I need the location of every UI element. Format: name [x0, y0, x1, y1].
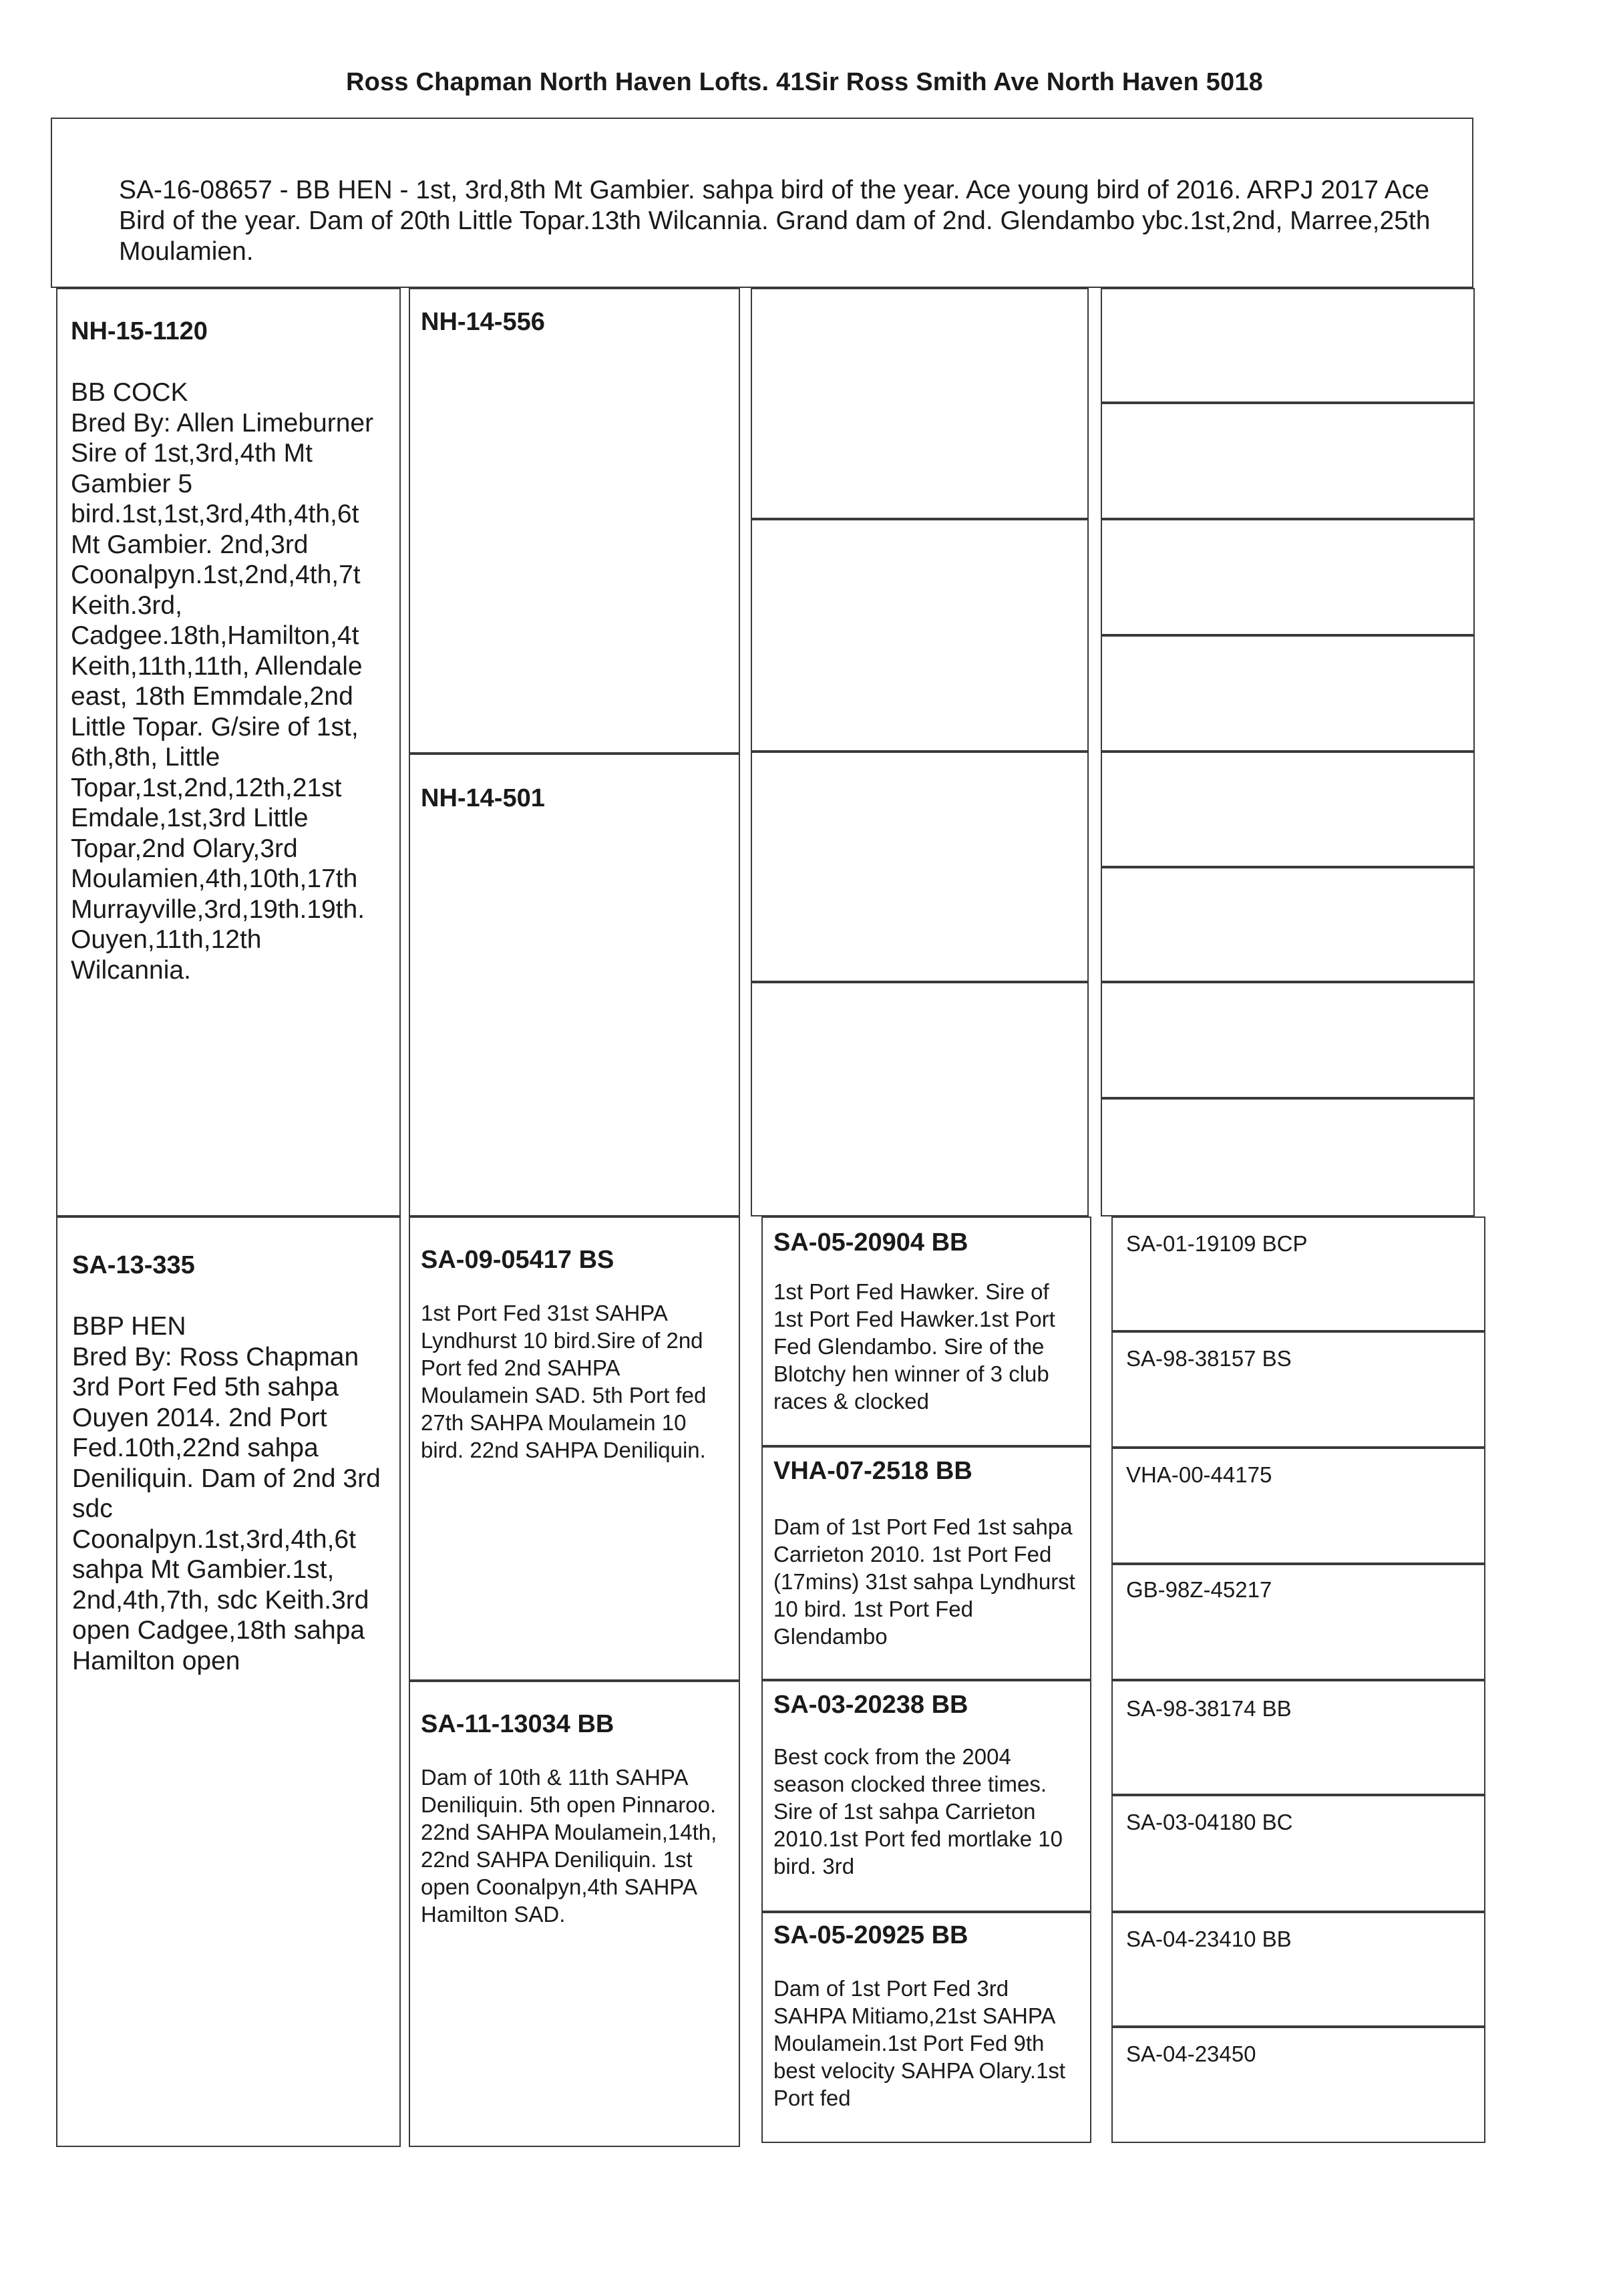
gen4-id: SA-03-04180 BC: [1126, 1810, 1293, 1834]
empty-pedigree-cell: [751, 752, 1089, 982]
sire-id: NH-15-1120: [71, 317, 208, 345]
grandparent-card: [409, 754, 740, 1216]
gen4-card: [1111, 1564, 1485, 1680]
empty-pedigree-cell: [1101, 635, 1475, 752]
grandparent-id: SA-11-13034 BB: [421, 1710, 614, 1738]
gen4-id: SA-98-38157 BS: [1126, 1346, 1292, 1371]
sire-breeder: Bred By: Allen Limeburner: [71, 408, 374, 438]
grandparent-notes: 1st Port Fed 31st SAHPA Lyndhurst 10 bird.Sire of 2nd Port fed 2nd SAHPA Moulamein SAD. 5th Port fed 27th SAHPA Moulamein 10 bird. 22nd SAHPA Deniliquin.: [421, 1301, 707, 1462]
gen4-card: [1111, 1795, 1485, 1912]
empty-pedigree-cell: [1101, 403, 1475, 519]
grandparent-card: [409, 1216, 740, 1681]
grandparent-notes: Dam of 10th & 11th SAHPA Deniliquin. 5th open Pinnaroo. 22nd SAHPA Moulamein,14th, 22nd SAHPA Deniliquin. 1st open Coonalpyn,4th SAHPA Hamilton SAD.: [421, 1765, 717, 1927]
gen4-card: [1111, 1216, 1485, 1331]
gen4-id: GB-98Z-45217: [1126, 1577, 1272, 1602]
grandparent-id: NH-14-556: [421, 308, 545, 336]
subject-bird-text: SA-16-08657 - BB HEN - 1st, 3rd,8th Mt Gambier. sahpa bird of the year. Ace young bird of 2016. ARPJ 2017 Ace Bird of the year. Dam of 20th Little Topar.13th Wilcannia. Grand dam of 2nd. Glendambo ybc.1st,2nd, Marree,25th Moulamien.: [119, 176, 1431, 266]
empty-pedigree-cell: [751, 519, 1089, 752]
sire-description: BB COCK: [71, 378, 188, 407]
great-grandparent-notes: 1st Port Fed Hawker. Sire of 1st Port Fed Hawker.1st Port Fed Glendambo. Sire of the Blotchy hen winner of 3 club races & clocked: [773, 1279, 1055, 1414]
great-grandparent-id: SA-03-20238 BB: [773, 1691, 968, 1719]
sire-card: [56, 288, 401, 1216]
great-grandparent-notes: Best cock from the 2004 season clocked three times. Sire of 1st sahpa Carrieton 2010.1st Port fed mortlake 10 bird. 3rd: [773, 1744, 1063, 1878]
sire-performance: Sire of 1st,3rd,4th Mt Gambier 5 bird.1st,1st,3rd,4th,4th,6t Mt Gambier. 2nd,3rd Coonalpyn.1st,2nd,4th,7t Keith.3rd, Cadgee.18th,Hamilton,4t Keith,11th,11th, Allendale east, 18th Emmdale,2nd Little Topar. G/sire of 1st, 6th,8th, Little Topar,1st,2nd,12th,21st Emdale,1st,3rd Little Topar,2nd Olary,3rd Moulamien,4th,10th,17th Murrayville,3rd,19th.19th. Ouyen,11th,12th Wilcannia.: [71, 439, 365, 985]
gen4-card: [1111, 1912, 1485, 2027]
great-grandparent-card: [761, 1446, 1091, 1680]
great-grandparent-id: SA-05-20925 BB: [773, 1921, 968, 1949]
gen4-card: [1111, 2027, 1485, 2143]
great-grandparent-card: [761, 1912, 1091, 2143]
dam-id: SA-13-335: [72, 1251, 195, 1279]
dam-description: BBP HEN: [72, 1312, 186, 1341]
empty-pedigree-cell: [1101, 1098, 1475, 1216]
gen4-card: [1111, 1331, 1485, 1448]
empty-pedigree-cell: [1101, 752, 1475, 867]
empty-pedigree-cell: [751, 982, 1089, 1216]
gen4-id: VHA-00-44175: [1126, 1462, 1272, 1487]
gen4-id: SA-04-23410 BB: [1126, 1927, 1292, 1951]
empty-pedigree-cell: [1101, 288, 1475, 403]
gen4-card: [1111, 1448, 1485, 1564]
grandparent-card: [409, 288, 740, 754]
gen4-card: [1111, 1680, 1485, 1795]
great-grandparent-notes: Dam of 1st Port Fed 1st sahpa Carrieton 2010. 1st Port Fed (17mins) 31st sahpa Lyndhurst 10 bird. 1st Port Fed Glendambo: [773, 1514, 1075, 1649]
subject-bird-box: [51, 118, 1473, 288]
dam-card: [56, 1216, 401, 2147]
empty-pedigree-cell: [1101, 982, 1475, 1098]
great-grandparent-id: VHA-07-2518 BB: [773, 1457, 972, 1485]
gen4-id: SA-04-23450: [1126, 2041, 1256, 2066]
dam-breeder: Bred By: Ross Chapman: [72, 1342, 359, 1371]
great-grandparent-card: [761, 1216, 1091, 1446]
empty-pedigree-cell: [751, 288, 1089, 519]
gen4-id: SA-98-38174 BB: [1126, 1696, 1292, 1721]
grandparent-id: SA-09-05417 BS: [421, 1246, 614, 1274]
great-grandparent-id: SA-05-20904 BB: [773, 1228, 968, 1257]
page-title: Ross Chapman North Haven Lofts. 41Sir Ross Smith Ave North Haven 5018: [345, 68, 1263, 96]
dam-performance: 3rd Port Fed 5th sahpa Ouyen 2014. 2nd Port Fed.10th,22nd sahpa Deniliquin. Dam of 2nd 3rd sdc Coonalpyn.1st,3rd,4th,6t sahpa Mt Gambier.1st, 2nd,4th,7th, sdc Keith.3rd open Cadgee,18th sahpa Hamilton open: [72, 1373, 381, 1675]
great-grandparent-card: [761, 1680, 1091, 1912]
gen4-id: SA-01-19109 BCP: [1126, 1231, 1308, 1256]
great-grandparent-notes: Dam of 1st Port Fed 3rd SAHPA Mitiamo,21st SAHPA Moulamein.1st Port Fed 9th best velocity SAHPA Olary.1st Port fed: [773, 1976, 1066, 2110]
empty-pedigree-cell: [1101, 867, 1475, 982]
grandparent-card: [409, 1681, 740, 2147]
grandparent-id: NH-14-501: [421, 784, 545, 812]
empty-pedigree-cell: [1101, 519, 1475, 635]
